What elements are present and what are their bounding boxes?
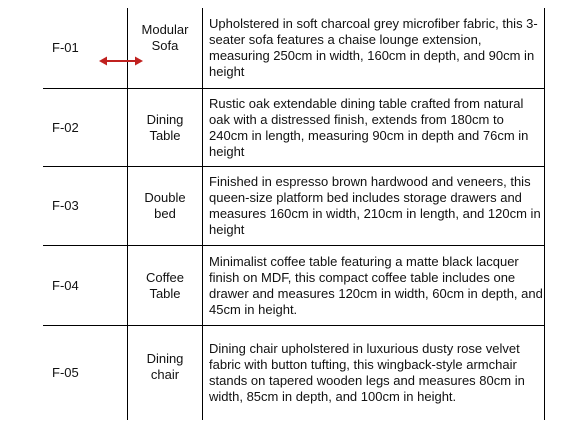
item-description: Dining chair upholstered in luxurious dusty rose velvet fabric with button tufting, this wingback-style armchair stands on tapered wooden legs and measures 80cm in width, 85cm in depth, and 100cm in height.: [209, 341, 525, 404]
item-id: F-05: [52, 365, 79, 380]
item-name-line: chair: [150, 367, 180, 382]
item-name-line: Dining: [146, 351, 184, 366]
item-id: F-04: [52, 277, 79, 293]
item-name-line: Sofa: [151, 38, 179, 53]
item-name-line: Table: [149, 285, 181, 301]
item-name: [128, 89, 202, 166]
item-description: Minimalist coffee table featuring a matte black lacquer finish on MDF, this compact coffee table includes one drawer and measures 120cm in width, 60cm in depth, and 45cm in height.: [209, 253, 543, 317]
item-name-line: Dining: [146, 111, 184, 127]
item-name-line: Table: [149, 127, 181, 143]
item-id: F-01: [52, 40, 79, 55]
item-name-line: Coffee: [145, 269, 185, 285]
item-description: Upholstered in soft charcoal grey microfiber fabric, this 3-seater sofa features a chaise lounge extension, measuring 250cm in width, 160cm in depth, and 90cm in height: [209, 16, 538, 79]
item-id: F-03: [52, 198, 79, 213]
item-name: [128, 246, 202, 325]
item-description: Finished in espresso brown hardwood and veneers, this queen-size platform bed includes storage drawers and measures 160cm in width, 210cm in length, and 120cm in height: [209, 174, 541, 237]
double-arrow-horizontal-icon[interactable]: [99, 54, 143, 66]
item-description: Rustic oak extendable dining table crafted from natural oak with a distressed finish, extends from 180cm to 240cm in length, measuring 90cm in depth and 76cm in height: [209, 95, 529, 159]
item-name-line: Double: [144, 190, 186, 205]
item-name-line: bed: [154, 206, 176, 221]
item-name: [128, 320, 202, 414]
item-id: F-02: [52, 119, 79, 135]
item-name-line: Modular: [141, 22, 189, 37]
column-divider-right: [544, 8, 545, 420]
column-divider-mid: [202, 8, 203, 420]
item-name: [128, 167, 202, 245]
